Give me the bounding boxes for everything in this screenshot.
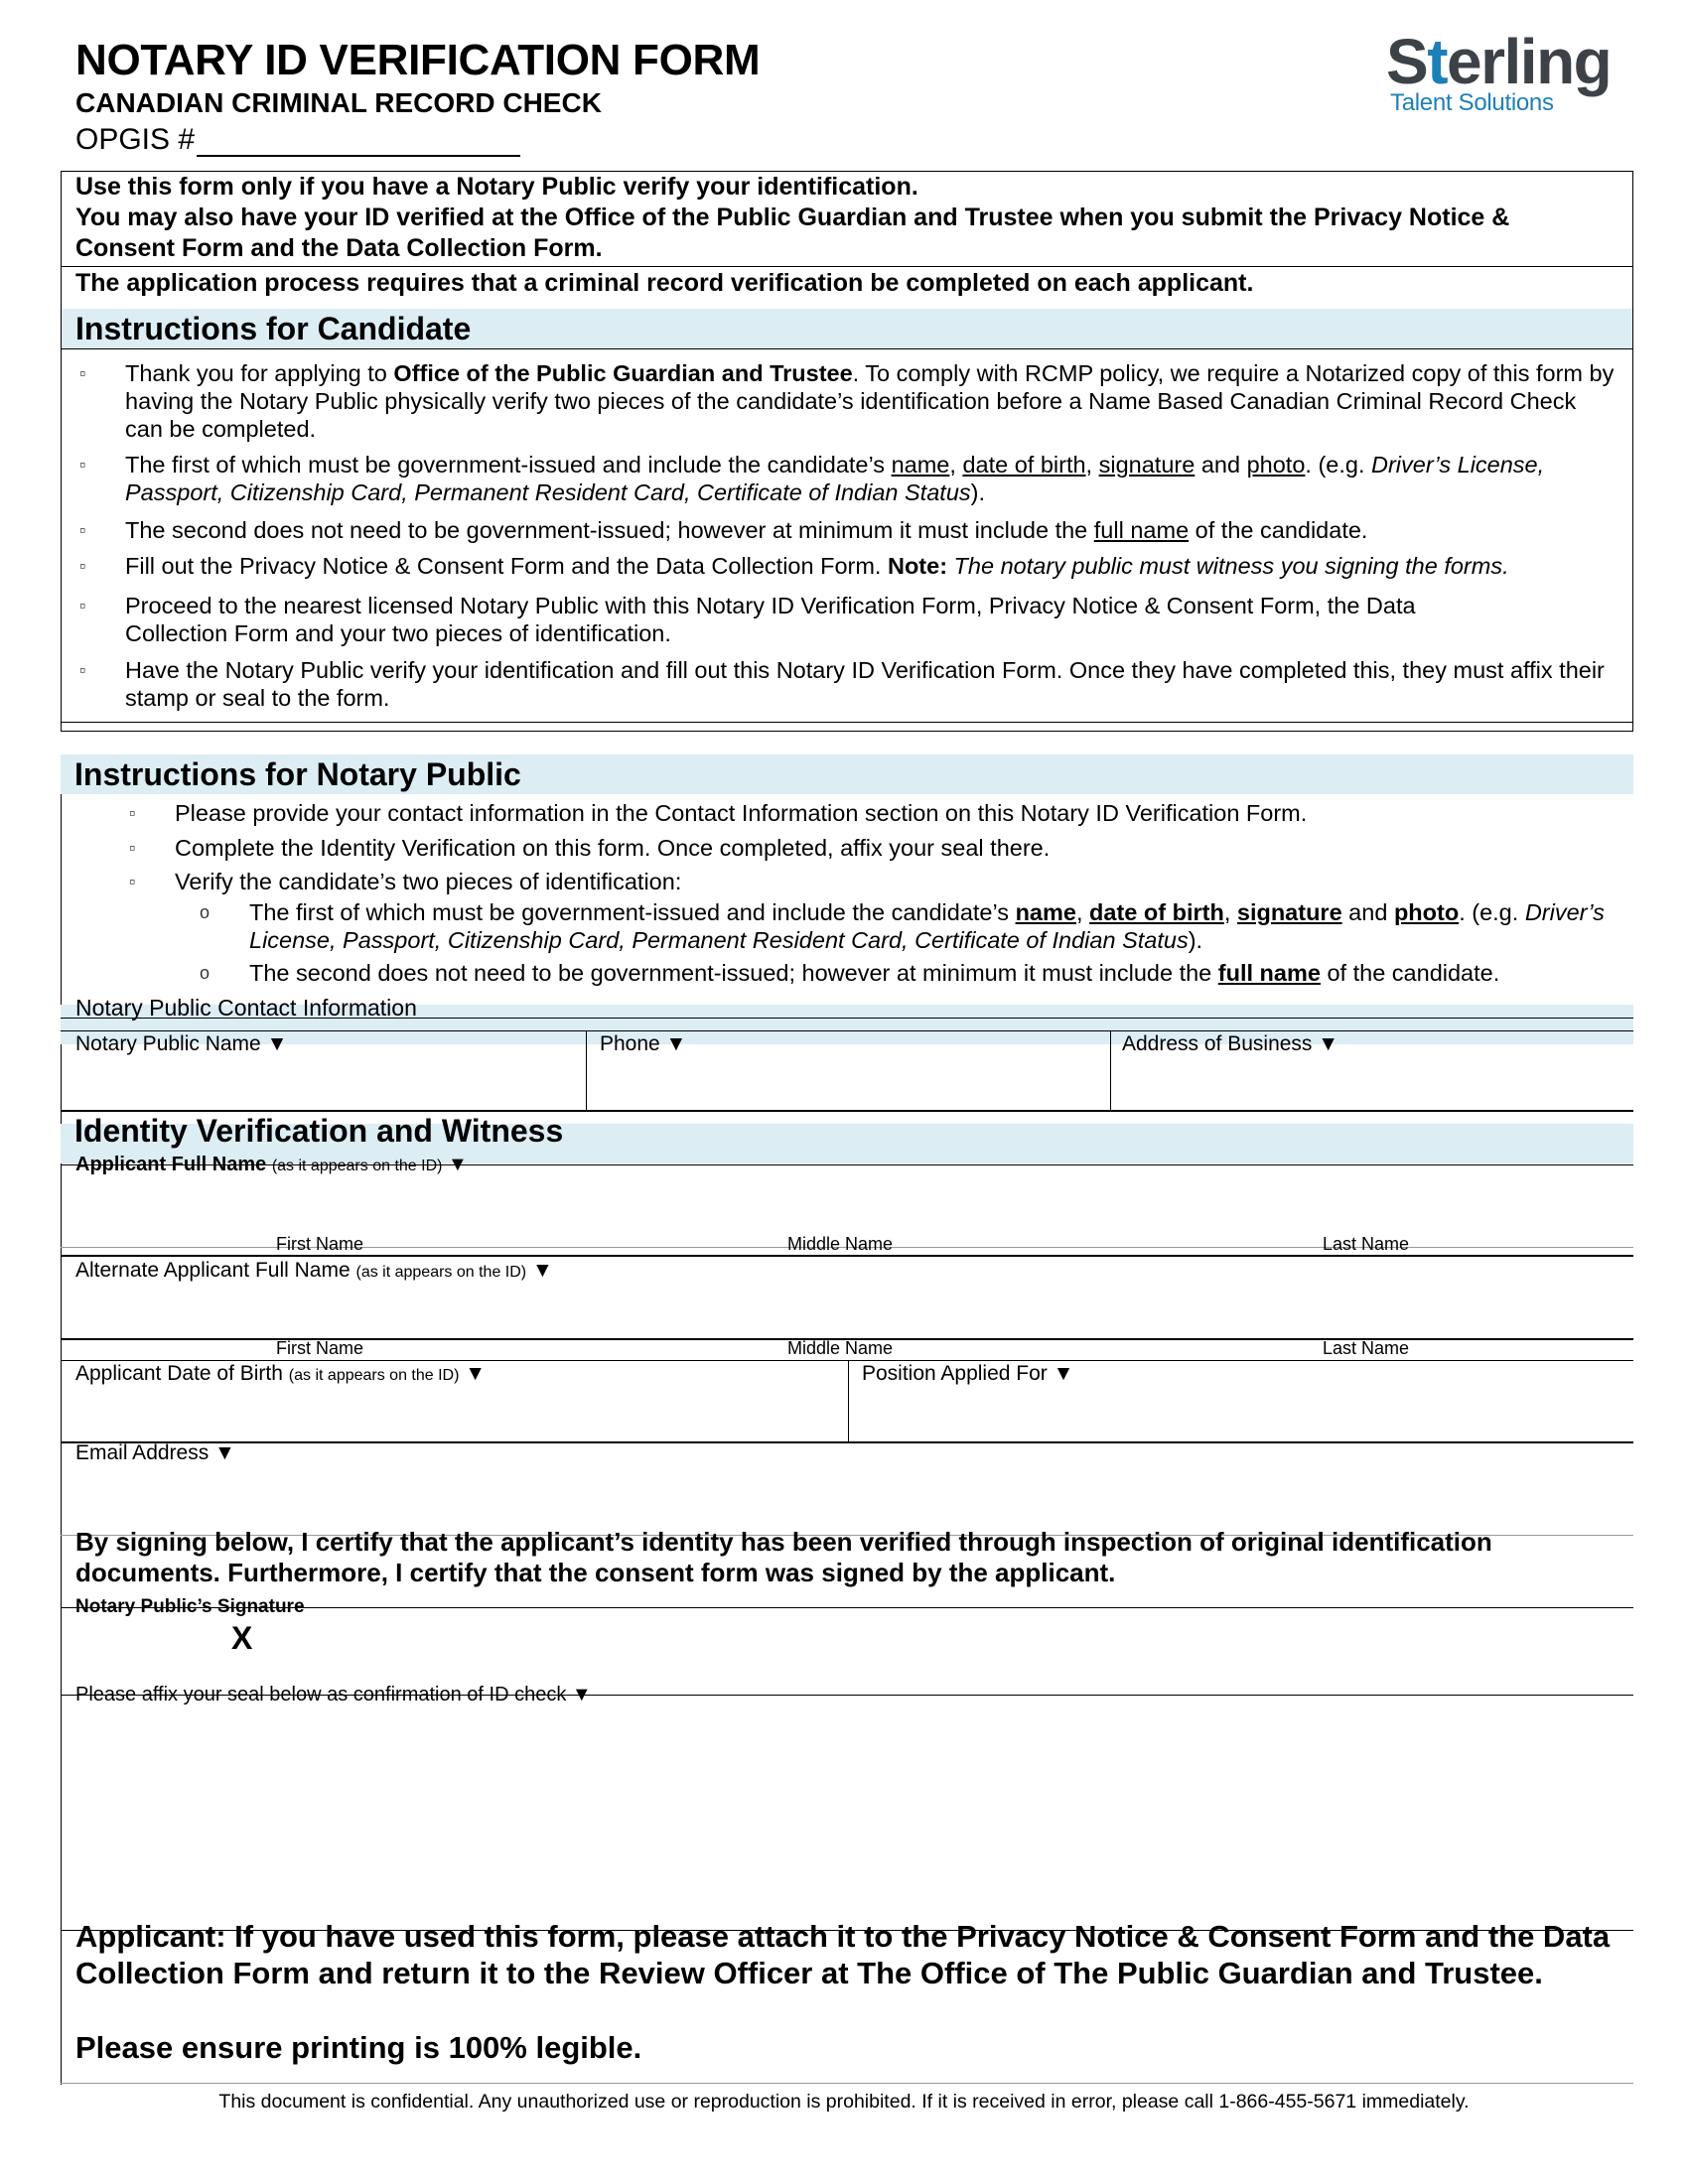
candidate-bullet-4: ▫ Fill out the Privacy Notice & Consent Form and the Data Collection Form. Note: The notary public must witness you signing the forms. <box>79 553 1509 579</box>
position-label: Position Applied For ▼ <box>862 1362 1074 1385</box>
notary-name-input[interactable] <box>63 1060 584 1108</box>
bullet-icon: ▫ <box>79 556 86 576</box>
notary-bullet-1: ▫ Please provide your contact information in the Contact Information section on this Notary ID Verification Form. <box>129 800 1308 826</box>
seal-label: Please affix your seal below as confirmation of ID check ▼ <box>75 1684 592 1706</box>
certification-statement: By signing below, I certify that the applicant’s identity has been verified through inspection of original identification documents. Furthermore, I certify that the consent form was signed by the applicant. <box>75 1527 1492 1587</box>
notary-sub-bullet-2: o The second does not need to be government-issued; however at minimum it must include the full name of the candidate. <box>200 960 1500 986</box>
bullet-icon: ▫ <box>79 596 86 615</box>
candidate-bullet-1: ▫ Thank you for applying to Office of the Public Guardian and Trustee. To comply with RCMP policy, we require a Notarized copy of this form by having the Notary Public physically verify two pieces of the candidate’s identification before a Name Based Canadian Criminal Record Check can be completed. <box>79 360 1615 442</box>
date-of-birth-label: Applicant Date of Birth (as it appears on the ID) ▼ <box>75 1362 487 1385</box>
first-name-label: First Name <box>276 1234 364 1254</box>
address-label: Address of Business ▼ <box>1122 1032 1339 1055</box>
form-subtitle: CANADIAN CRIMINAL RECORD CHECK <box>75 87 602 118</box>
sub-bullet-icon: o <box>200 963 211 983</box>
opgis-label: OPGIS # <box>75 123 196 156</box>
phone-label: Phone ▼ <box>600 1032 687 1055</box>
form-title: NOTARY ID VERIFICATION FORM <box>75 36 761 84</box>
bullet-icon: ▫ <box>79 660 86 680</box>
candidate-bullet-5: ▫ Proceed to the nearest licensed Notary Public with this Notary ID Verification Form, Privacy Notice & Consent Form, the Data Collection Form and your two pieces of identification. <box>79 593 1416 646</box>
contact-section-title: Notary Public Contact Information <box>75 995 417 1021</box>
notary-name-label: Notary Public Name ▼ <box>75 1032 288 1055</box>
closing-bottom-rule <box>61 2083 1633 2084</box>
bullet-icon: ▫ <box>79 520 86 540</box>
candidate-bullet-6: ▫ Have the Notary Public verify your identification and fill out this Notary ID Verification Form. Once they have completed this, they must affix their stamp or seal to the form. <box>79 657 1605 711</box>
logo-tagline: Talent Solutions <box>1390 89 1554 116</box>
phone-input[interactable] <box>589 1060 1108 1108</box>
bullet-icon: ▫ <box>129 803 136 823</box>
contact-strike-line <box>61 1018 1633 1019</box>
notary-signature-input[interactable] <box>278 1618 1628 1690</box>
bullet-icon: ▫ <box>129 872 136 891</box>
alt-last-name-label: Last Name <box>1323 1338 1410 1358</box>
alt-name-bottom-rule <box>61 1360 1633 1361</box>
intro-line-2: You may also have your ID verified at the Office of the Public Guardian and Trustee when you submit the Privacy Notice & Consent Form and the Data Collection Form. <box>75 204 1510 262</box>
notary-bullet-3: ▫ Verify the candidate’s two pieces of identification: <box>129 869 682 894</box>
full-name-bottom-rule <box>61 1255 1633 1257</box>
alt-middle-name-label: Middle Name <box>787 1338 894 1358</box>
signature-label: Notary Public’s Signature <box>75 1596 305 1617</box>
identity-strike-line <box>61 1164 1633 1165</box>
address-input[interactable] <box>1113 1060 1631 1108</box>
signature-x-mark: X <box>231 1620 253 1656</box>
identity-section-title: Identity Verification and Witness <box>74 1113 564 1149</box>
candidate-section-title: Instructions for Candidate <box>62 309 1632 348</box>
notary-section-title: Instructions for Notary Public <box>61 754 1633 794</box>
seal-top-rule <box>61 1695 1633 1696</box>
confidentiality-footer: This document is confidential. Any unauthorized use or reproduction is prohibited. If it is received in error, please call 1-866-455-5671 immediately. <box>218 2091 1470 2113</box>
intro-box <box>61 171 1633 268</box>
applicant-full-name-input[interactable] <box>63 1181 1631 1237</box>
sub-bullet-icon: o <box>200 902 211 922</box>
logo-wordmark: Sterling <box>1386 26 1612 97</box>
alternate-name-input[interactable] <box>63 1287 1631 1336</box>
position-input[interactable] <box>851 1390 1631 1439</box>
intro-box-process <box>61 266 1633 310</box>
bullet-icon: ▫ <box>129 838 136 858</box>
candidate-title-rule <box>61 348 1633 349</box>
candidate-box-bottom <box>61 722 1633 723</box>
bullet-icon: ▫ <box>79 455 86 475</box>
seal-area[interactable] <box>63 1717 1631 1916</box>
dob-bottom-rule <box>61 1441 1633 1443</box>
intro-line-3: The application process requires that a criminal record verification be completed on each applicant. <box>75 269 1254 297</box>
contact-top-rule <box>61 1030 1633 1031</box>
candidate-bullet-2: ▫ The first of which must be government-issued and include the candidate’s name, date of birth, signature and photo. (e.g. Driver’s License, Passport, Citizenship Card, Permanent Resident Card, Certificate of Indian Status). <box>79 452 1545 505</box>
opgis-input-line[interactable] <box>197 127 520 157</box>
contact-divider-2 <box>1110 1030 1111 1111</box>
signature-top-rule <box>61 1607 1633 1608</box>
email-label: Email Address ▼ <box>75 1441 235 1464</box>
alt-first-name-label: First Name <box>276 1338 364 1358</box>
legibility-note: Please ensure printing is 100% legible. <box>75 2030 642 2065</box>
sterling-logo <box>1386 26 1624 129</box>
email-input[interactable] <box>63 1469 1631 1529</box>
contact-divider-1 <box>586 1030 587 1111</box>
middle-name-label: Middle Name <box>787 1234 894 1254</box>
intro-line-1: Use this form only if you have a Notary Public verify your identification. <box>75 173 918 201</box>
notary-sub-bullet-1: o The first of which must be government-issued and include the candidate’s name, date of birth, signature and photo. (e.g. Driver’s License, Passport, Citizenship Card, Permanent Resident Card, Certificate of Indian Status). <box>200 899 1605 953</box>
contact-bottom-rule <box>61 1110 1633 1112</box>
closing-instructions: Applicant: If you have used this form, please attach it to the Privacy Notice & Consent Form and the Data Collection Form and return it to the Review Officer at The Office of The Public Guardian and Trustee. <box>75 1919 1611 1990</box>
notary-bullet-2: ▫ Complete the Identity Verification on this form. Once completed, affix your seal there. <box>129 835 1051 861</box>
date-of-birth-input[interactable] <box>63 1390 846 1439</box>
opgis-field[interactable] <box>75 123 520 157</box>
alternate-name-label: Alternate Applicant Full Name (as it appears on the ID) ▼ <box>75 1259 553 1282</box>
bullet-icon: ▫ <box>79 363 86 383</box>
applicant-full-name-label: Applicant Full Name (as it appears on the ID) ▼ <box>75 1154 468 1175</box>
candidate-bullet-3: ▫ The second does not need to be government-issued; however at minimum it must include the full name of the candidate. <box>79 517 1368 543</box>
last-name-label: Last Name <box>1323 1234 1410 1254</box>
dob-divider <box>848 1360 849 1442</box>
left-border <box>61 754 62 2085</box>
